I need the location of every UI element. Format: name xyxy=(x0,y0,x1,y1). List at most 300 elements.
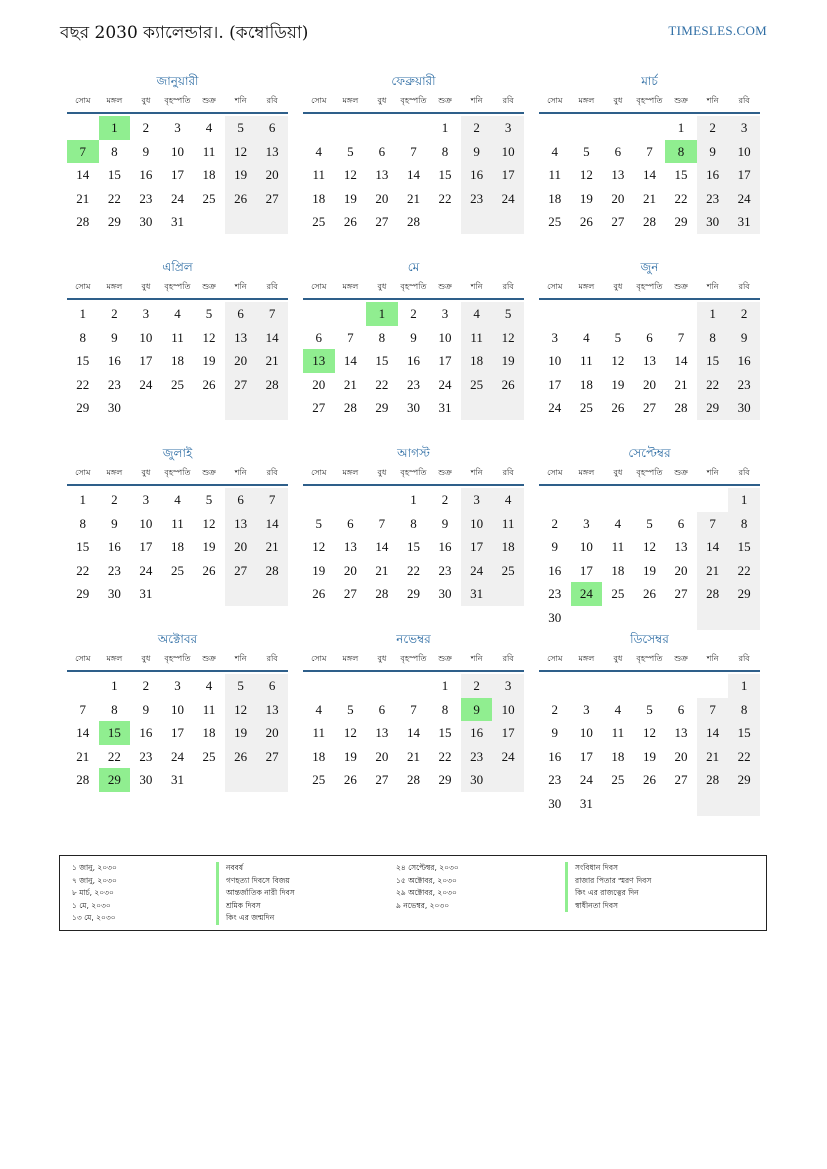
weekday-label: মঙ্গল xyxy=(342,96,359,105)
day-cell: 28 xyxy=(256,373,288,397)
weekday-label: শনি xyxy=(234,468,247,477)
weekday-label: শনি xyxy=(234,282,247,291)
day-cell: 6 xyxy=(677,701,685,717)
day-cell: 25 xyxy=(312,214,326,230)
empty-day-cell xyxy=(571,116,603,140)
weekday-label: রবি xyxy=(266,282,278,291)
month-calendar xyxy=(67,72,288,243)
weekday-label: বুধ xyxy=(613,468,623,477)
day-cell: 29 xyxy=(728,768,760,792)
weekday-label: শুক্র xyxy=(674,468,688,477)
day-cell: 25 xyxy=(202,190,216,206)
month-name: এপ্রিল xyxy=(162,260,193,274)
day-cell: 18 xyxy=(492,535,524,559)
empty-day-cell xyxy=(366,488,398,512)
day-cell: 30 xyxy=(107,400,121,416)
weekday-label: মঙ্গল xyxy=(106,96,123,105)
empty-day-cell xyxy=(162,582,194,606)
day-cell: 5 xyxy=(205,492,213,507)
weekday-label: শুক্র xyxy=(202,282,216,291)
day-cell: 8 xyxy=(441,143,449,159)
day-cell: 29 xyxy=(107,214,121,230)
weekday-label: শুক্র xyxy=(202,654,216,663)
day-cell: 23 xyxy=(728,373,760,397)
days-grid xyxy=(539,116,760,234)
day-cell: 19 xyxy=(492,349,524,373)
weekday-label: বৃহস্পতি xyxy=(636,282,663,291)
day-cell: 1 xyxy=(728,488,760,512)
day-cell: 25 xyxy=(461,373,493,397)
day-cell: 23 xyxy=(697,187,729,211)
empty-day-cell xyxy=(571,488,603,512)
day-cell: 11 xyxy=(312,167,326,183)
weekday-label: মঙ্গল xyxy=(578,654,595,663)
day-cell: 6 xyxy=(256,116,288,140)
weekday-label: বুধ xyxy=(141,654,151,663)
day-cell: 3 xyxy=(142,492,150,507)
day-cell: 27 xyxy=(375,214,389,230)
empty-day-cell xyxy=(634,792,666,816)
day-cell: 25 xyxy=(492,559,524,583)
weekday-label: শনি xyxy=(706,468,719,477)
weekday-label: বৃহস্পতি xyxy=(164,96,191,105)
day-cell: 6 xyxy=(378,143,386,159)
day-cell: 27 xyxy=(256,187,288,211)
month-calendar xyxy=(539,258,760,429)
weekday-header xyxy=(539,462,760,486)
day-cell: 4 xyxy=(614,515,622,531)
day-cell: 28 xyxy=(375,586,389,602)
weekday-label: বৃহস্পতি xyxy=(400,282,427,291)
weekday-label: সোম xyxy=(547,96,563,105)
weekday-label: বৃহস্পতি xyxy=(400,654,427,663)
weekday-label: রবি xyxy=(266,96,278,105)
day-cell: 26 xyxy=(202,376,216,392)
month-calendar xyxy=(539,444,760,625)
day-cell: 8 xyxy=(728,512,760,536)
day-cell: 10 xyxy=(492,698,524,722)
day-cell: 25 xyxy=(548,214,562,230)
day-cell: 12 xyxy=(343,725,357,741)
day-cell: 11 xyxy=(202,701,216,717)
day-cell: 7 xyxy=(79,701,87,717)
day-cell: 14 xyxy=(76,725,90,741)
weekday-label: শনি xyxy=(706,96,719,105)
day-cell: 31 xyxy=(170,772,184,788)
empty-day-cell xyxy=(398,116,430,140)
day-cell: 21 xyxy=(697,745,729,769)
weekday-label: বুধ xyxy=(141,468,151,477)
day-cell: 25 xyxy=(611,772,625,788)
day-cell: 15 xyxy=(76,539,90,555)
days-grid xyxy=(303,488,524,606)
month-name: ডিসেম্বর xyxy=(630,632,669,646)
day-cell: 31 xyxy=(579,795,593,811)
day-cell: 29 xyxy=(99,768,131,792)
day-cell: 12 xyxy=(202,329,216,345)
day-cell: 29 xyxy=(375,400,389,416)
day-cell: 18 xyxy=(170,539,184,555)
holiday-name: শ্রমিক দিবস xyxy=(216,900,295,913)
weekday-label: শনি xyxy=(470,282,483,291)
day-cell: 23 xyxy=(406,376,420,392)
day-cell: 25 xyxy=(611,586,625,602)
weekday-label: মঙ্গল xyxy=(342,654,359,663)
day-cell: 17 xyxy=(579,748,593,764)
day-cell: 26 xyxy=(611,400,625,416)
day-cell: 1 xyxy=(99,116,131,140)
day-cell: 3 xyxy=(551,329,559,345)
day-cell: 27 xyxy=(225,559,257,583)
day-cell: 10 xyxy=(579,725,593,741)
holiday-date: ২৯ অক্টোবর, ২০৩০ xyxy=(396,888,457,897)
empty-day-cell xyxy=(634,302,666,326)
day-cell: 4 xyxy=(551,143,559,159)
day-cell: 3 xyxy=(441,306,449,321)
holiday-names-right xyxy=(565,862,651,912)
holiday-dates-right xyxy=(396,862,459,912)
days-grid xyxy=(67,674,288,792)
day-cell: 28 xyxy=(697,768,729,792)
day-cell: 13 xyxy=(225,326,257,350)
day-cell: 5 xyxy=(205,306,213,321)
day-cell: 26 xyxy=(312,586,326,602)
empty-day-cell xyxy=(492,396,524,420)
month-name: মার্চ xyxy=(641,74,658,88)
day-cell: 8 xyxy=(410,515,417,531)
month-calendar xyxy=(539,72,760,243)
day-cell: 19 xyxy=(312,562,326,578)
day-cell: 30 xyxy=(438,586,452,602)
day-cell: 30 xyxy=(728,396,760,420)
day-cell: 5 xyxy=(225,674,257,698)
weekday-label: বুধ xyxy=(613,282,623,291)
day-cell: 30 xyxy=(548,795,562,811)
day-cell: 20 xyxy=(674,748,688,764)
day-cell: 26 xyxy=(343,214,357,230)
day-cell: 11 xyxy=(312,725,326,741)
day-cell: 13 xyxy=(674,539,688,555)
day-cell: 4 xyxy=(583,329,590,345)
day-cell: 16 xyxy=(461,721,493,745)
weekday-label: সোম xyxy=(547,282,563,291)
empty-day-cell xyxy=(571,302,603,326)
day-cell: 8 xyxy=(79,329,87,345)
day-cell: 21 xyxy=(76,190,90,206)
day-cell: 16 xyxy=(107,539,121,555)
day-cell: 16 xyxy=(139,725,153,741)
day-cell: 14 xyxy=(674,353,688,369)
day-cell: 18 xyxy=(312,190,326,206)
holiday-name: কিং এর জন্মদিন xyxy=(216,912,295,925)
day-cell: 28 xyxy=(406,214,420,230)
weekday-label: শুক্র xyxy=(438,468,452,477)
month-name: নভেম্বর xyxy=(396,632,431,646)
empty-day-cell xyxy=(492,582,524,606)
day-cell: 15 xyxy=(438,167,452,183)
day-cell: 24 xyxy=(461,559,493,583)
day-cell: 20 xyxy=(312,376,326,392)
empty-day-cell xyxy=(130,396,162,420)
empty-day-cell xyxy=(256,396,288,420)
weekday-label: মঙ্গল xyxy=(578,96,595,105)
day-cell: 10 xyxy=(170,143,184,159)
empty-day-cell xyxy=(492,210,524,234)
day-cell: 17 xyxy=(139,539,153,555)
holiday-date: ৭ জানু, ২০৩০ xyxy=(72,875,117,885)
empty-day-cell xyxy=(697,792,729,816)
weekday-label: বুধ xyxy=(377,96,387,105)
empty-day-cell xyxy=(335,488,367,512)
holiday-name: কিং এর রাজত্বের দিন xyxy=(565,887,651,900)
day-cell: 18 xyxy=(461,349,493,373)
day-cell: 1 xyxy=(410,492,417,507)
day-cell: 25 xyxy=(170,376,184,392)
day-cell: 1 xyxy=(728,674,760,698)
day-cell: 19 xyxy=(642,748,656,764)
day-cell: 18 xyxy=(611,562,625,578)
day-cell: 3 xyxy=(728,116,760,140)
holiday-name: আন্তর্জাতিক নারী দিবস xyxy=(216,887,295,900)
empty-day-cell xyxy=(225,396,257,420)
day-cell: 26 xyxy=(225,745,257,769)
month-calendar xyxy=(303,72,524,243)
weekday-label: সোম xyxy=(311,468,327,477)
weekday-label: শুক্র xyxy=(202,468,216,477)
month-calendar xyxy=(67,258,288,429)
weekday-label: বৃহস্পতি xyxy=(636,468,663,477)
day-cell: 6 xyxy=(677,515,685,531)
site-link[interactable]: TIMESLES.COM xyxy=(668,23,767,38)
day-cell: 4 xyxy=(315,143,323,159)
day-cell: 20 xyxy=(225,535,257,559)
empty-day-cell xyxy=(303,674,335,698)
empty-day-cell xyxy=(634,674,666,698)
day-cell: 23 xyxy=(107,562,121,578)
day-cell: 22 xyxy=(728,559,760,583)
weekday-label: মঙ্গল xyxy=(578,468,595,477)
day-cell: 22 xyxy=(697,373,729,397)
weekday-label: রবি xyxy=(738,282,750,291)
day-cell: 13 xyxy=(611,167,625,183)
day-cell: 19 xyxy=(202,353,216,369)
month-name: জুন xyxy=(640,260,659,274)
day-cell: 6 xyxy=(646,329,653,345)
day-cell: 29 xyxy=(76,400,90,416)
day-cell: 22 xyxy=(76,376,90,392)
day-cell: 19 xyxy=(202,539,216,555)
day-cell: 8 xyxy=(441,701,449,717)
day-cell: 13 xyxy=(674,725,688,741)
day-cell: 12 xyxy=(343,167,357,183)
weekday-header xyxy=(539,648,760,672)
holiday-date: ৯ নভেম্বর, ২০৩০ xyxy=(396,900,450,910)
weekday-label: শনি xyxy=(470,96,483,105)
weekday-label: সোম xyxy=(75,96,91,105)
day-cell: 1 xyxy=(441,678,449,693)
weekday-label: রবি xyxy=(738,654,750,663)
empty-day-cell xyxy=(193,582,225,606)
day-cell: 28 xyxy=(406,772,420,788)
day-cell: 28 xyxy=(256,559,288,583)
weekday-label: শনি xyxy=(706,654,719,663)
day-cell: 7 xyxy=(378,515,386,531)
day-cell: 3 xyxy=(174,678,181,693)
empty-day-cell xyxy=(728,792,760,816)
day-cell: 16 xyxy=(697,163,729,187)
holiday-name: স্বাধীনতা দিবস xyxy=(565,900,651,913)
weekday-label: মঙ্গল xyxy=(106,282,123,291)
weekday-label: বুধ xyxy=(377,282,387,291)
day-cell: 2 xyxy=(728,302,760,326)
day-cell: 24 xyxy=(548,400,562,416)
day-cell: 19 xyxy=(343,190,357,206)
day-cell: 27 xyxy=(674,586,688,602)
day-cell: 10 xyxy=(170,701,184,717)
day-cell: 18 xyxy=(548,190,562,206)
day-cell: 30 xyxy=(406,400,420,416)
month-name: আগস্ট xyxy=(397,446,430,460)
day-cell: 23 xyxy=(438,562,452,578)
day-cell: 20 xyxy=(256,163,288,187)
day-cell: 11 xyxy=(580,353,593,369)
day-cell: 1 xyxy=(441,120,449,135)
day-cell: 10 xyxy=(139,515,153,531)
day-cell: 4 xyxy=(461,302,493,326)
month-name: সেপ্টেম্বর xyxy=(628,446,671,460)
days-grid xyxy=(303,116,524,234)
empty-day-cell xyxy=(602,674,634,698)
day-cell: 12 xyxy=(225,698,257,722)
day-cell: 27 xyxy=(674,772,688,788)
day-cell: 16 xyxy=(548,562,562,578)
weekday-label: বুধ xyxy=(141,282,151,291)
day-cell: 10 xyxy=(461,512,493,536)
day-cell: 26 xyxy=(202,562,216,578)
day-cell: 30 xyxy=(697,210,729,234)
day-cell: 26 xyxy=(642,772,656,788)
day-cell: 17 xyxy=(139,353,153,369)
empty-day-cell xyxy=(461,396,493,420)
weekday-label: মঙ্গল xyxy=(342,468,359,477)
empty-day-cell xyxy=(335,116,367,140)
day-cell: 6 xyxy=(315,329,323,345)
day-cell: 23 xyxy=(461,745,493,769)
empty-day-cell xyxy=(602,116,634,140)
day-cell: 5 xyxy=(492,302,524,326)
day-cell: 29 xyxy=(406,586,420,602)
day-cell: 9 xyxy=(461,140,493,164)
empty-day-cell xyxy=(256,582,288,606)
day-cell: 4 xyxy=(174,492,181,507)
month-calendar xyxy=(303,444,524,615)
day-cell: 11 xyxy=(202,143,216,159)
days-grid xyxy=(67,488,288,606)
day-cell: 25 xyxy=(202,748,216,764)
day-cell: 24 xyxy=(579,772,593,788)
day-cell: 4 xyxy=(492,488,524,512)
day-cell: 10 xyxy=(438,329,452,345)
day-cell: 12 xyxy=(492,326,524,350)
day-cell: 2 xyxy=(551,701,559,717)
day-cell: 26 xyxy=(579,214,593,230)
weekday-label: শুক্র xyxy=(438,282,452,291)
day-cell: 20 xyxy=(642,376,656,392)
day-cell: 14 xyxy=(642,167,656,183)
weekday-label: রবি xyxy=(738,468,750,477)
day-cell: 24 xyxy=(492,187,524,211)
day-cell: 3 xyxy=(142,306,150,321)
holiday-date: ১ মে, ২০৩০ xyxy=(72,900,111,910)
empty-day-cell xyxy=(539,488,571,512)
day-cell: 23 xyxy=(548,772,562,788)
day-cell: 21 xyxy=(406,748,420,764)
day-cell: 29 xyxy=(728,582,760,606)
day-cell: 3 xyxy=(492,116,524,140)
weekday-label: বুধ xyxy=(141,96,151,105)
day-cell: 17 xyxy=(170,725,184,741)
empty-day-cell xyxy=(193,210,225,234)
weekday-header xyxy=(67,90,288,114)
day-cell: 29 xyxy=(438,772,452,788)
day-cell: 14 xyxy=(697,535,729,559)
day-cell: 13 xyxy=(375,725,389,741)
empty-day-cell xyxy=(193,768,225,792)
empty-day-cell xyxy=(366,674,398,698)
day-cell: 10 xyxy=(579,539,593,555)
day-cell: 15 xyxy=(406,539,420,555)
empty-day-cell xyxy=(665,302,697,326)
empty-day-cell xyxy=(697,674,729,698)
day-cell: 28 xyxy=(697,582,729,606)
day-cell: 27 xyxy=(312,400,326,416)
empty-day-cell xyxy=(256,210,288,234)
day-cell: 21 xyxy=(697,559,729,583)
day-cell: 17 xyxy=(579,562,593,578)
day-cell: 25 xyxy=(579,400,593,416)
month-name: মে xyxy=(407,260,420,274)
day-cell: 22 xyxy=(438,190,452,206)
page-title: বছর 2030 ক্যালেন্ডার।. (কম্বোডিয়া) xyxy=(60,23,309,43)
day-cell: 7 xyxy=(697,512,729,536)
weekday-label: শনি xyxy=(706,282,719,291)
day-cell: 15 xyxy=(728,721,760,745)
holiday-name: নববর্ষ xyxy=(216,862,295,875)
day-cell: 2 xyxy=(461,116,493,140)
empty-day-cell xyxy=(539,302,571,326)
day-cell: 14 xyxy=(406,725,420,741)
day-cell: 26 xyxy=(642,586,656,602)
day-cell: 12 xyxy=(312,539,326,555)
day-cell: 20 xyxy=(256,721,288,745)
day-cell: 7 xyxy=(410,701,417,717)
weekday-label: সোম xyxy=(311,96,327,105)
day-cell: 9 xyxy=(142,701,150,717)
month-name: জুলাই xyxy=(162,446,193,460)
day-cell: 18 xyxy=(170,353,184,369)
holiday-names-left xyxy=(216,862,295,925)
day-cell: 1 xyxy=(79,492,87,507)
weekday-label: সোম xyxy=(75,654,91,663)
empty-day-cell xyxy=(303,302,335,326)
day-cell: 8 xyxy=(728,698,760,722)
day-cell: 20 xyxy=(611,190,625,206)
day-cell: 4 xyxy=(174,306,181,321)
day-cell: 6 xyxy=(347,515,354,531)
day-cell: 2 xyxy=(441,492,449,507)
day-cell: 19 xyxy=(611,376,625,392)
day-cell: 21 xyxy=(674,376,688,392)
